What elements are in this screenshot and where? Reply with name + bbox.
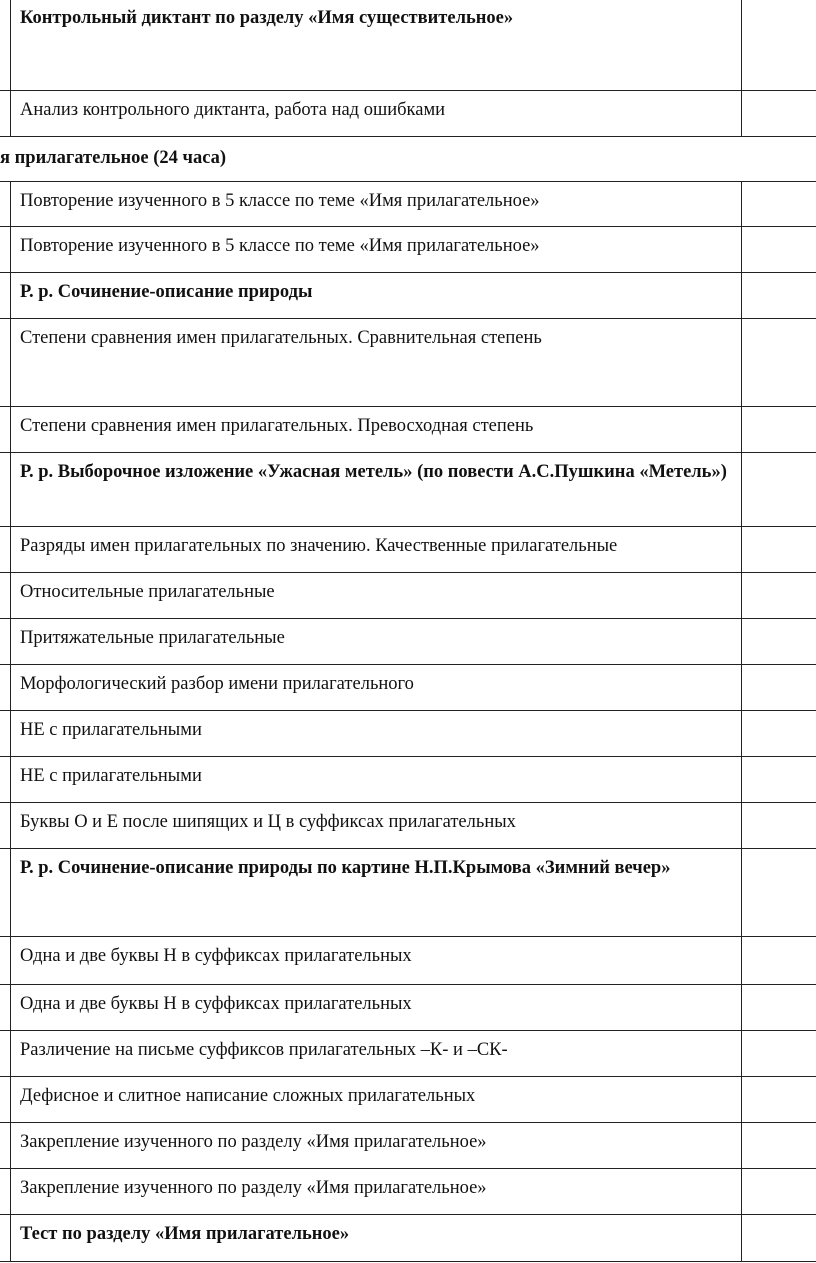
lesson-topic: Степени сравнения имен прилагательных. Превосходная степень (20, 416, 534, 436)
lesson-topic: Буквы О и Е после шипящих и Ц в суффиксах прилагательных (20, 812, 516, 832)
lesson-topic: Различение на письме суффиксов прилагательных –К- и –СК- (20, 1040, 508, 1060)
section-title: я прилагательное (24 часа) (0, 148, 227, 168)
lesson-topic: Повторение изученного в 5 классе по теме «Имя прилагательное» (20, 191, 540, 211)
table-row (0, 0, 816, 90)
lesson-topic: Р. р. Выборочное изложение «Ужасная метель» (по повести А.С.Пушкина «Метель») (20, 462, 727, 482)
lesson-topic: НЕ с прилагательными (20, 766, 202, 786)
lesson-topic: Р. р. Сочинение-описание природы по картине Н.П.Крымова «Зимний вечер» (20, 858, 671, 878)
lesson-topic: Тест по разделу «Имя прилагательное» (20, 1224, 350, 1244)
table-row (0, 1076, 816, 1122)
lesson-topic: Степени сравнения имен прилагательных. Сравнительная степень (20, 328, 542, 348)
table-row (0, 664, 816, 710)
lesson-topic: Разряды имен прилагательных по значению. Качественные прилагательные (20, 536, 618, 556)
lesson-topic: Относительные прилагательные (20, 582, 275, 602)
section-header-row (0, 136, 816, 181)
lesson-topic: Притяжательные прилагательные (20, 628, 285, 648)
table-row (0, 406, 816, 452)
table-row (0, 272, 816, 318)
table-row (0, 848, 816, 936)
lesson-topic: Контрольный диктант по разделу «Имя существительное» (20, 8, 514, 28)
table-row (0, 90, 816, 136)
table-row (0, 1122, 816, 1168)
lesson-topic: Закрепление изученного по разделу «Имя прилагательное» (20, 1132, 487, 1152)
table-row (0, 1214, 816, 1262)
lesson-topic: Анализ контрольного диктанта, работа над ошибками (20, 100, 446, 120)
lesson-topic: Одна и две буквы Н в суффиксах прилагательных (20, 946, 412, 966)
lesson-topic: Одна и две буквы Н в суффиксах прилагательных (20, 994, 412, 1014)
table-row (0, 226, 816, 272)
table-row (0, 802, 816, 848)
table-row (0, 318, 816, 406)
table-row (0, 572, 816, 618)
lesson-topic: Закрепление изученного по разделу «Имя прилагательное» (20, 1178, 487, 1198)
table-row (0, 452, 816, 526)
table-row (0, 936, 816, 984)
table-row (0, 710, 816, 756)
table-row (0, 756, 816, 802)
table-row (0, 984, 816, 1030)
table-row (0, 526, 816, 572)
lesson-topic: НЕ с прилагательными (20, 720, 202, 740)
lesson-topic: Морфологический разбор имени прилагательного (20, 674, 414, 694)
lesson-topic: Р. р. Сочинение-описание природы (20, 282, 313, 302)
table-row (0, 181, 816, 226)
table-row (0, 1030, 816, 1076)
lesson-topic: Дефисное и слитное написание сложных прилагательных (20, 1086, 476, 1106)
lesson-topic: Повторение изученного в 5 классе по теме «Имя прилагательное» (20, 236, 540, 256)
table-row (0, 618, 816, 664)
table-row (0, 1168, 816, 1214)
